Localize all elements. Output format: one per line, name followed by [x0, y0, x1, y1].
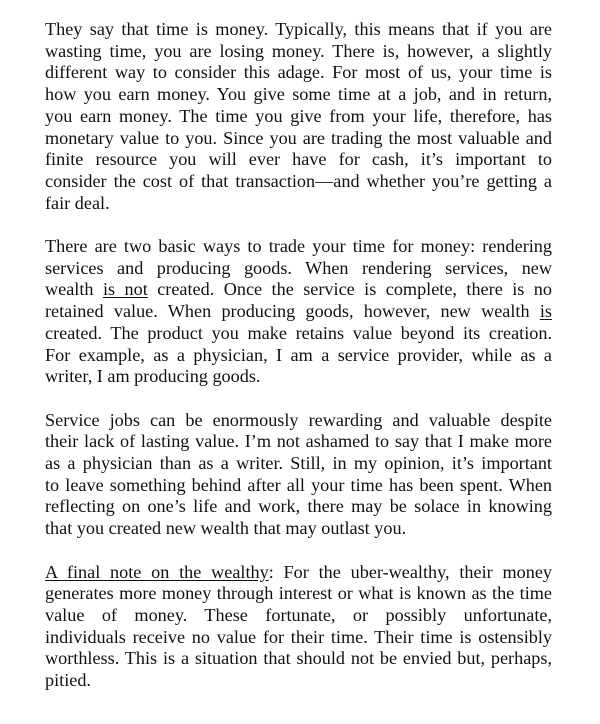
text-segment: to leave something behind after all your time has been spent. When: [45, 474, 552, 495]
text-line: [45, 106, 552, 128]
text-segment: Service jobs can be enormously rewarding and valuable despite: [45, 409, 552, 430]
text-segment: created. Once the service is complete, there is no: [147, 279, 552, 300]
text-line: [45, 19, 552, 41]
paragraph: [45, 410, 552, 540]
paragraph: [45, 236, 552, 388]
text-segment: generates more money through interest or what is known as the time: [45, 583, 552, 604]
text-line: [45, 323, 552, 345]
text-line: [45, 410, 552, 432]
text-line: [45, 279, 552, 301]
text-line: [45, 41, 552, 63]
text-line: [45, 475, 552, 497]
document-body: [45, 19, 552, 713]
text-segment: individuals receive no value for their time. Their time is ostensibly: [45, 626, 552, 647]
paragraph: [45, 562, 552, 692]
text-segment: different way to consider this adage. For most of us, your time is: [45, 62, 552, 83]
text-line: [45, 648, 552, 670]
text-segment: value of money. These fortunate, or possibly unfortunate,: [45, 604, 552, 625]
text-segment: you earn money. The time you give from your life, therefore, has: [45, 105, 552, 126]
text-segment: For example, as a physician, I am a service provider, while as a: [45, 344, 552, 365]
text-segment: wasting time, you are losing money. There is, however, a slightly: [45, 40, 552, 61]
text-segment: worthless. This is a situation that should not be envied but, perhaps,: [45, 648, 552, 669]
text-line: [45, 366, 552, 388]
text-line: [45, 670, 552, 692]
text-segment: finite resource you will ever have for cash, it’s important to: [45, 149, 552, 170]
text-line: [45, 453, 552, 475]
paragraph: [45, 19, 552, 214]
text-segment: monetary value to you. Since you are trading the most valuable and: [45, 127, 552, 148]
underlined-text: is: [539, 301, 552, 322]
text-segment: their lack of lasting value. I’m not ashamed to say that I make more: [45, 431, 552, 452]
text-segment: reflecting on one’s life and work, there may be solace in knowing: [45, 496, 552, 517]
text-line: [45, 149, 552, 171]
text-segment: They say that time is money. Typically, this means that if you are: [45, 19, 552, 39]
text-line: [45, 236, 552, 258]
text-line: [45, 518, 552, 540]
text-segment: : For the uber-wealthy, their money: [268, 561, 552, 582]
text-segment: fair deal.: [45, 192, 110, 213]
text-line: [45, 258, 552, 280]
text-segment: as a physician than as a writer. Still, in my opinion, it’s important: [45, 453, 552, 474]
text-line: [45, 562, 552, 584]
text-line: [45, 128, 552, 150]
text-line: [45, 583, 552, 605]
text-segment: retained value. When producing goods, however, new wealth: [45, 301, 540, 322]
text-line: [45, 84, 552, 106]
text-segment: consider the cost of that transaction—and whether you’re getting a: [45, 170, 552, 191]
text-line: [45, 345, 552, 367]
text-line: [45, 193, 552, 215]
text-line: [45, 431, 552, 453]
underlined-text: A final note on the wealthy: [45, 561, 269, 582]
text-segment: pitied.: [45, 670, 91, 691]
text-line: [45, 605, 552, 627]
text-segment: writer, I am producing goods.: [45, 366, 261, 387]
text-line: [45, 496, 552, 518]
text-line: [45, 627, 552, 649]
text-segment: created. The product you make retains value beyond its creation.: [45, 322, 552, 343]
text-segment: how you earn money. You give some time at a job, and in return,: [45, 84, 552, 105]
text-segment: There are two basic ways to trade your time for money: rendering: [45, 236, 552, 257]
underlined-text: is not: [102, 279, 148, 300]
text-segment: wealth: [45, 279, 103, 300]
text-line: [45, 301, 552, 323]
text-line: [45, 171, 552, 193]
text-segment: services and producing goods. When rendering services, new: [45, 257, 552, 278]
text-line: [45, 62, 552, 84]
text-segment: that you created new wealth that may outlast you.: [45, 518, 407, 539]
